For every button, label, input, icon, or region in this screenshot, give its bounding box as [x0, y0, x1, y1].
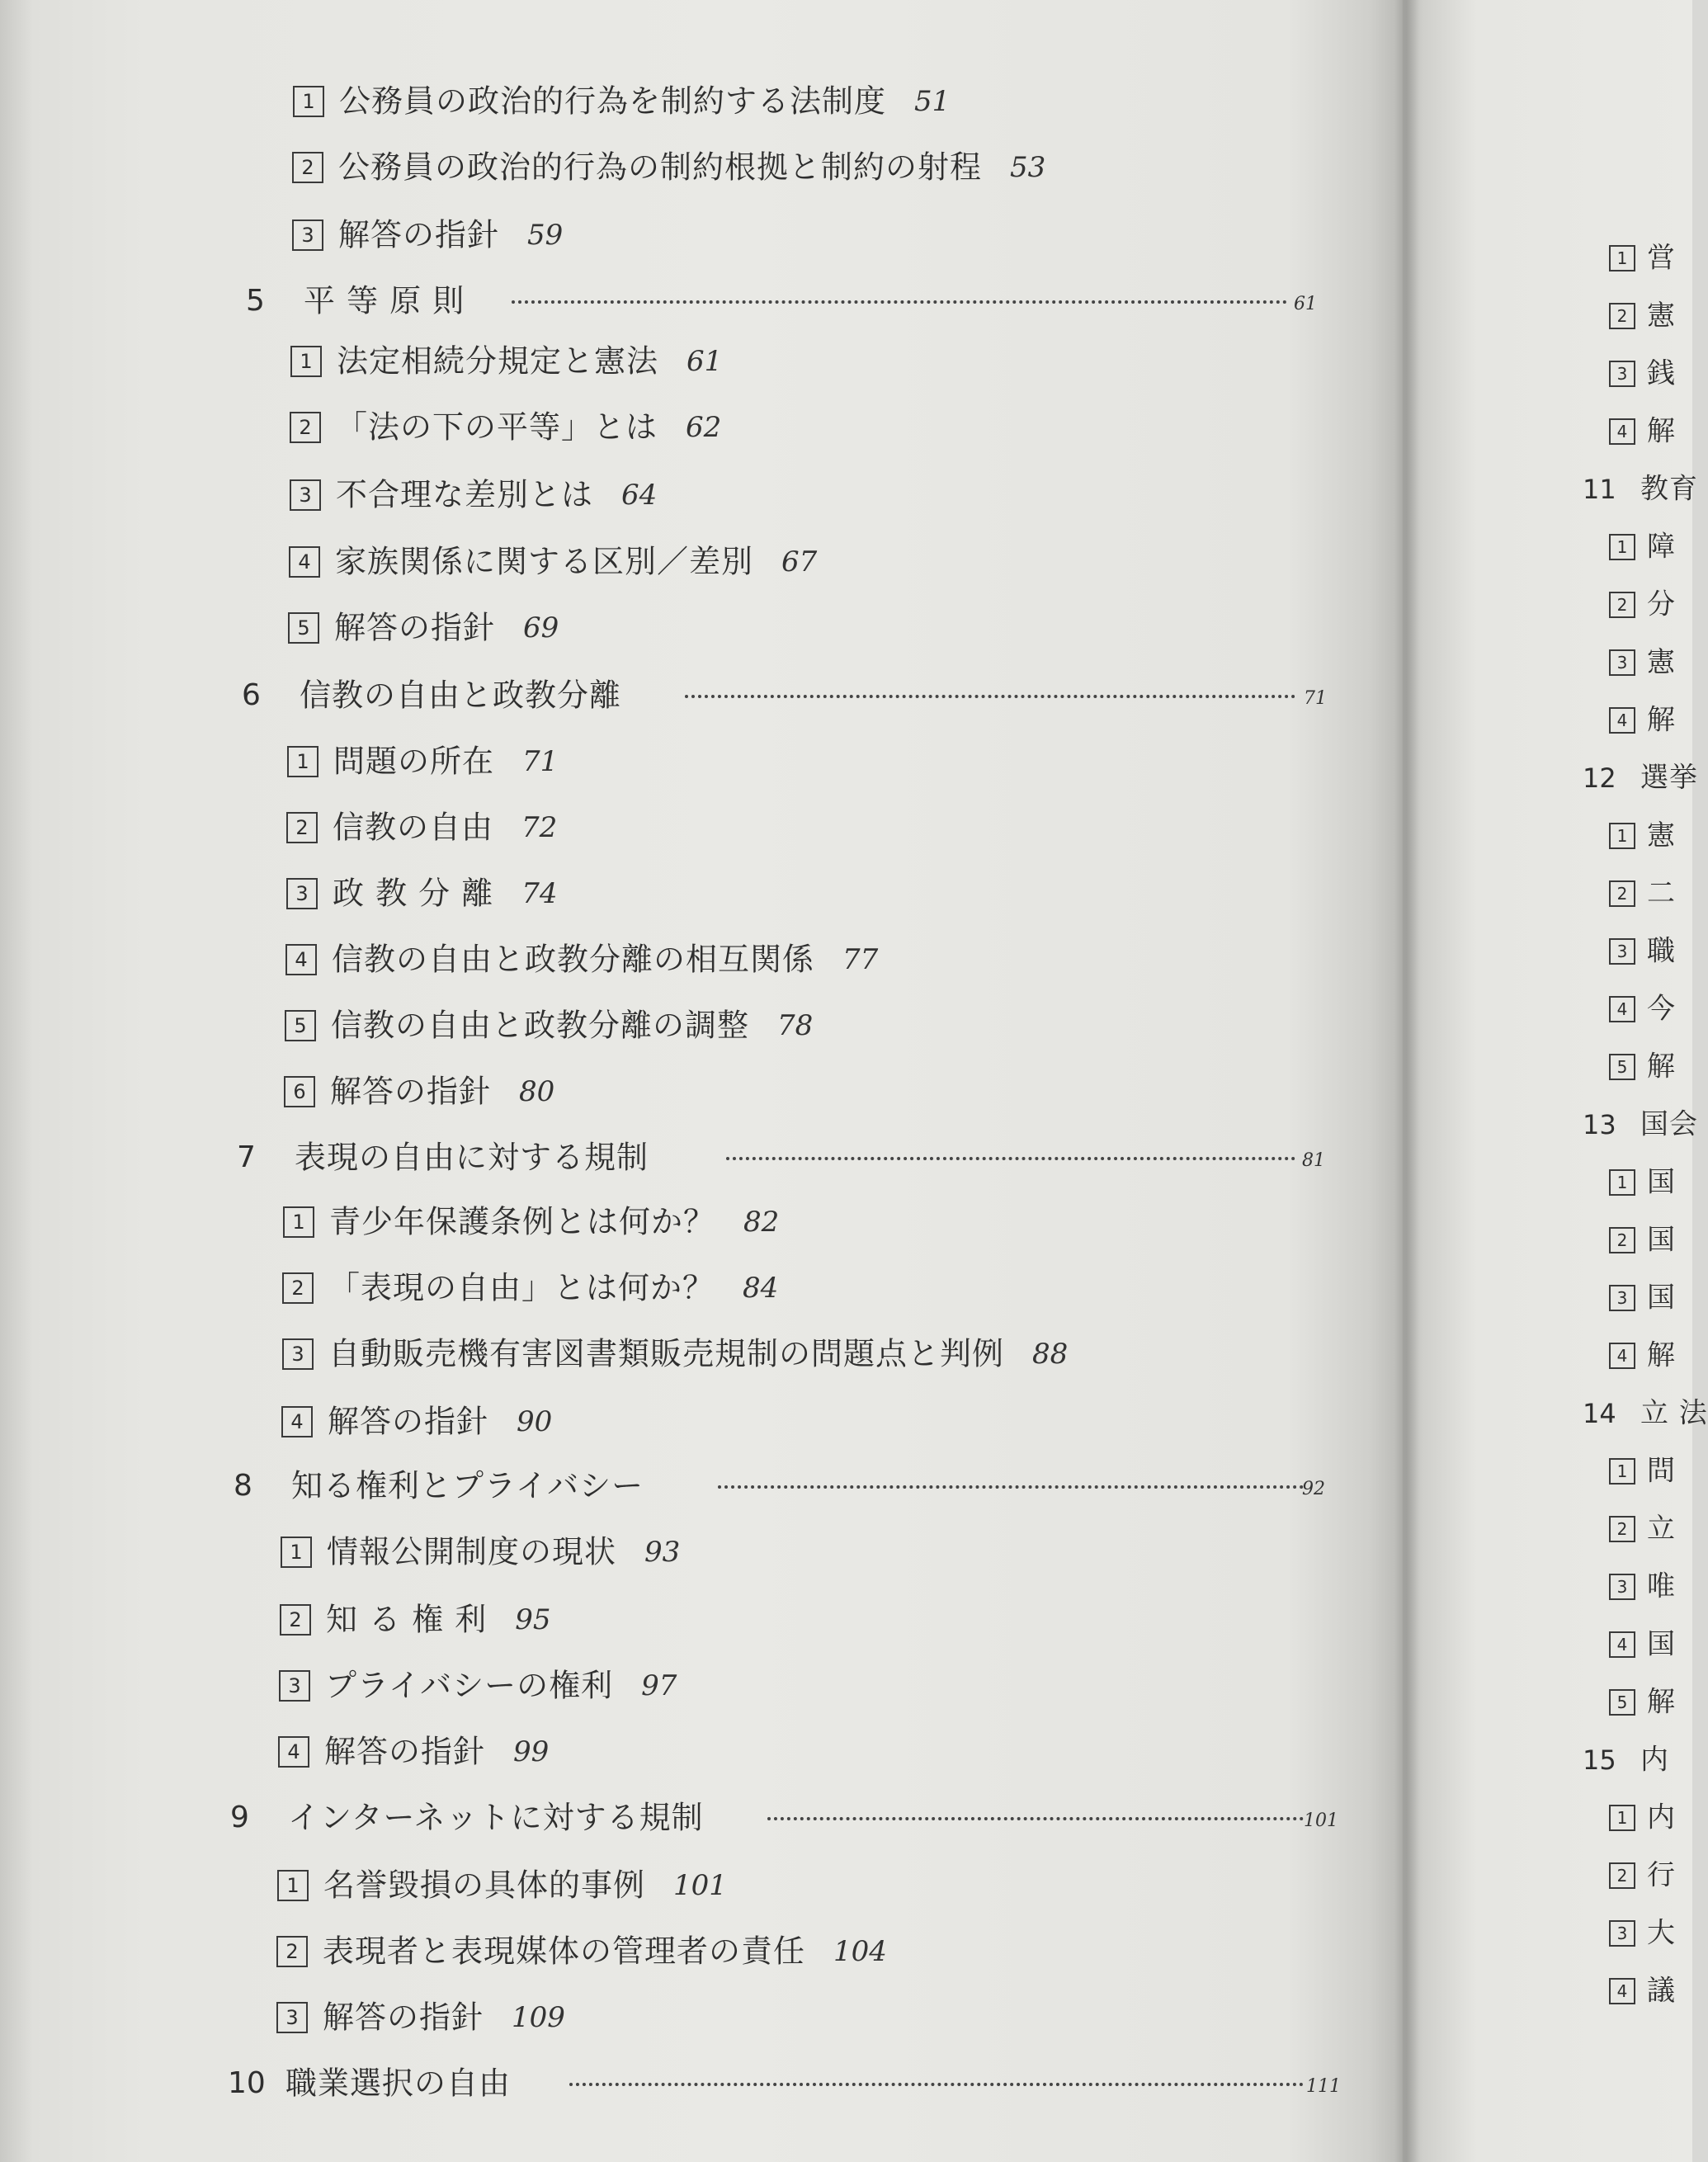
- toc-item-row: [285, 941, 879, 978]
- toc-item-row: [1609, 1857, 1676, 1890]
- toc-item-row: [1609, 644, 1676, 677]
- item-number-box: 2: [1609, 592, 1635, 618]
- chapter-title: 表現の自由に対する規制: [295, 1139, 649, 1176]
- item-page-number: 72: [521, 810, 558, 844]
- toc-item-row: [286, 809, 558, 846]
- item-title: 家族関係に関する区別／差別: [335, 543, 754, 580]
- item-number-box: 1: [1609, 245, 1635, 271]
- item-title: 憲: [1647, 299, 1676, 333]
- item-number-box: 1: [1609, 1805, 1635, 1831]
- item-title: 表現者と表現媒体の管理者の責任: [323, 1933, 806, 1970]
- item-title: 解: [1647, 1685, 1676, 1719]
- toc-item-row: [1609, 1568, 1676, 1601]
- toc-item-row: [287, 743, 559, 780]
- item-number-box: 2: [1609, 303, 1635, 329]
- item-page-number: 82: [743, 1205, 780, 1239]
- chapter-number: 6: [242, 677, 261, 712]
- item-number-box: 2: [1609, 1862, 1635, 1889]
- toc-item-row: [1609, 1972, 1676, 2008]
- item-page-number: 104: [833, 1934, 887, 1968]
- toc-item-row: [1609, 1164, 1676, 1197]
- toc-item-row: [283, 1203, 779, 1238]
- item-title: 解答の指針: [328, 1403, 489, 1440]
- toc-chapter-row: [237, 1139, 649, 1176]
- toc-item-row: [281, 1403, 553, 1440]
- item-title: 大: [1647, 1916, 1676, 1950]
- item-page-number: 62: [686, 410, 722, 444]
- toc-item-row: [1609, 990, 1676, 1026]
- item-title: 法定相続分規定と憲法: [337, 342, 659, 380]
- chapter-leader-dots: [726, 1157, 1295, 1160]
- chapter-number: 10: [228, 2065, 266, 2100]
- toc-item-row: [285, 1007, 814, 1044]
- toc-item-row: [1609, 413, 1676, 446]
- item-title: 自動販売機有害図書類販売規制の問題点と判例: [328, 1335, 1005, 1372]
- item-number-box: 5: [285, 1010, 316, 1041]
- item-title: 公務員の政治的行為の制約根拠と制約の射程: [338, 149, 983, 186]
- toc-item-row: [292, 149, 1046, 186]
- chapter-page-number: 111: [1306, 2076, 1341, 2097]
- toc-chapter-row: [234, 1467, 644, 1502]
- item-title: 「表現の自由」とは何か？: [328, 1269, 715, 1306]
- item-number-box: 1: [283, 1206, 314, 1238]
- item-title: 信教の自由: [333, 809, 494, 846]
- chapter-number: 12: [1583, 762, 1616, 794]
- item-title: 解: [1647, 1050, 1676, 1083]
- toc-item-row: [1609, 1452, 1676, 1488]
- toc-item-row: [1609, 586, 1676, 619]
- item-page-number: 80: [519, 1074, 555, 1108]
- item-page-number: 93: [644, 1535, 681, 1569]
- toc-item-row: [282, 1269, 778, 1304]
- item-number-box: 4: [1609, 418, 1635, 445]
- toc-item-row: [1609, 1914, 1676, 1950]
- toc-item-row: [290, 408, 722, 446]
- item-title: 憲: [1647, 645, 1676, 679]
- item-page-number: 99: [513, 1735, 550, 1768]
- item-title: 知 る 権 利: [326, 1601, 488, 1638]
- chapter-number: 7: [237, 1140, 256, 1174]
- item-title: 議: [1647, 1974, 1676, 2008]
- chapter-title: 信教の自由と政教分離: [300, 677, 622, 714]
- toc-item-row: [1609, 1279, 1676, 1315]
- chapter-page-number: 71: [1304, 688, 1327, 709]
- item-number-box: 2: [276, 1936, 308, 1967]
- item-title: 国: [1647, 1223, 1676, 1257]
- toc-item-row: [293, 83, 951, 120]
- chapter-number: 13: [1583, 1108, 1616, 1140]
- toc-item-row: [288, 609, 559, 644]
- item-title: プライバシーの権利: [325, 1667, 614, 1704]
- item-number-box: 3: [1609, 1920, 1635, 1947]
- toc-chapter-row: [230, 1799, 704, 1834]
- item-number-box: 2: [280, 1604, 311, 1636]
- item-title: 解: [1647, 1338, 1676, 1372]
- chapter-title: 平 等 原 則: [304, 282, 465, 319]
- item-title: 二: [1647, 876, 1676, 910]
- chapter-number: 5: [246, 283, 265, 318]
- item-title: 唯: [1647, 1570, 1676, 1603]
- right-page: [1403, 0, 1708, 2162]
- item-page-number: 69: [523, 611, 559, 644]
- toc-item-row: [1609, 297, 1676, 333]
- item-title: 解: [1647, 703, 1676, 737]
- chapter-title: 国会: [1640, 1107, 1698, 1141]
- item-title: 青少年保護条例とは何か？: [329, 1203, 716, 1240]
- item-number-box: 6: [284, 1076, 315, 1107]
- book-gutter: [1394, 0, 1419, 2162]
- item-number-box: 2: [282, 1272, 314, 1304]
- item-title: 行: [1647, 1858, 1676, 1892]
- toc-item-row: [1609, 1626, 1676, 1659]
- item-page-number: 109: [512, 2000, 565, 2034]
- item-title: 解答の指針: [324, 1733, 486, 1770]
- chapter-title: 知る権利とプライバシー: [291, 1467, 644, 1504]
- item-number-box: 3: [279, 1670, 310, 1702]
- item-page-number: 59: [527, 218, 564, 252]
- item-number-box: 4: [1609, 1631, 1635, 1658]
- toc-chapter-row: [1583, 1741, 1669, 1777]
- chapter-leader-dots: [685, 695, 1295, 698]
- toc-item-row: [282, 1335, 1068, 1370]
- item-title: 国: [1647, 1627, 1676, 1661]
- item-title: 国: [1647, 1165, 1676, 1199]
- toc-item-row: [290, 342, 723, 380]
- item-number-box: 3: [1609, 361, 1635, 387]
- toc-chapter-row: [228, 2065, 512, 2102]
- chapter-number: 9: [230, 1800, 249, 1834]
- chapter-page-number: 101: [1304, 1810, 1338, 1831]
- chapter-number: 8: [234, 1468, 252, 1503]
- item-page-number: 90: [517, 1404, 553, 1438]
- item-title: 解答の指針: [334, 609, 496, 646]
- toc-item-row: [286, 875, 558, 912]
- chapter-page-number: 81: [1302, 1150, 1325, 1171]
- item-page-number: 95: [515, 1603, 551, 1636]
- item-page-number: 78: [777, 1008, 814, 1042]
- item-page-number: 51: [914, 84, 951, 118]
- item-title: 国: [1647, 1281, 1676, 1315]
- item-number-box: 1: [1609, 534, 1635, 560]
- item-number-box: 5: [1609, 1054, 1635, 1080]
- toc-item-row: [1609, 817, 1676, 850]
- item-title: 信教の自由と政教分離の調整: [331, 1007, 750, 1044]
- toc-item-row: [1609, 1683, 1676, 1719]
- item-page-number: 84: [743, 1271, 779, 1305]
- item-number-box: 2: [286, 812, 318, 843]
- item-number-box: 1: [1609, 1169, 1635, 1196]
- toc-item-row: [290, 476, 657, 511]
- item-page-number: 71: [522, 744, 559, 778]
- toc-chapter-row: [1583, 1106, 1698, 1139]
- item-page-number: 64: [621, 478, 658, 512]
- toc-chapter-row: [1583, 1395, 1708, 1428]
- toc-item-row: [277, 1867, 727, 1904]
- item-title: 情報公開制度の現状: [327, 1533, 617, 1570]
- item-number-box: 4: [278, 1736, 309, 1768]
- toc-item-row: [279, 1667, 677, 1702]
- item-number-box: 1: [1609, 1458, 1635, 1485]
- toc-chapter-row: [1583, 759, 1698, 795]
- item-title: 不合理な差別とは: [336, 476, 594, 513]
- toc-item-row: [1609, 1510, 1676, 1546]
- chapter-title: 選挙: [1640, 761, 1698, 795]
- toc-item-row: [281, 1533, 680, 1568]
- item-number-box: 4: [1609, 1343, 1635, 1369]
- item-title: 問題の所在: [333, 743, 495, 780]
- toc-item-row: [276, 1999, 565, 2036]
- item-number-box: 4: [1609, 707, 1635, 734]
- item-number-box: 1: [277, 1870, 309, 1901]
- item-title: 名誉毀損の具体的事例: [323, 1867, 646, 1904]
- item-title: 銭: [1647, 356, 1676, 390]
- item-title: 「法の下の平等」とは: [336, 408, 658, 446]
- item-number-box: 2: [1609, 1516, 1635, 1542]
- item-page-number: 67: [781, 545, 818, 578]
- item-number-box: 3: [286, 878, 318, 909]
- item-number-box: 4: [1609, 996, 1635, 1022]
- toc-item-row: [1609, 239, 1676, 275]
- toc-item-row: [1609, 701, 1676, 737]
- chapter-leader-dots: [569, 2083, 1304, 2086]
- toc-item-row: [1609, 1799, 1676, 1832]
- item-number-box: 1: [1609, 823, 1635, 849]
- toc-item-row: [1609, 1048, 1676, 1081]
- item-title: 問: [1647, 1454, 1676, 1488]
- toc-item-row: [280, 1601, 551, 1636]
- chapter-title: 教育: [1640, 472, 1698, 506]
- item-number-box: 2: [1609, 880, 1635, 907]
- item-page-number: 88: [1032, 1337, 1069, 1371]
- item-number-box: 3: [292, 220, 323, 251]
- item-title: 解: [1647, 414, 1676, 448]
- item-number-box: 1: [287, 746, 318, 777]
- item-title: 今: [1647, 992, 1676, 1026]
- item-title: 分: [1647, 588, 1676, 621]
- chapter-title: 内: [1640, 1743, 1669, 1777]
- toc-item-row: [1609, 1337, 1676, 1370]
- item-number-box: 2: [292, 152, 323, 183]
- chapter-number: 11: [1583, 473, 1616, 505]
- chapter-page-number: 92: [1302, 1479, 1325, 1499]
- item-number-box: 5: [288, 612, 319, 644]
- toc-item-row: [289, 543, 817, 578]
- item-title: 公務員の政治的行為を制約する法制度: [339, 83, 887, 120]
- item-title: 営: [1647, 241, 1676, 275]
- chapter-leader-dots: [512, 300, 1287, 304]
- chapter-leader-dots: [718, 1485, 1304, 1489]
- item-page-number: 74: [521, 876, 558, 910]
- item-page-number: 101: [673, 1868, 727, 1902]
- item-title: 信教の自由と政教分離の相互関係: [332, 941, 815, 978]
- item-number-box: 1: [281, 1537, 312, 1568]
- item-title: 憲: [1647, 819, 1676, 852]
- item-title: 障: [1647, 530, 1676, 564]
- item-title: 解答の指針: [323, 1999, 484, 2036]
- item-number-box: 1: [290, 346, 322, 377]
- item-number-box: 3: [282, 1338, 314, 1370]
- item-number-box: 3: [1609, 938, 1635, 965]
- item-number-box: 3: [1609, 649, 1635, 676]
- toc-item-row: [278, 1733, 549, 1768]
- item-title: 内: [1647, 1801, 1676, 1834]
- toc-item-row: [1609, 875, 1676, 908]
- item-page-number: 53: [1010, 150, 1046, 184]
- toc-chapter-row: [246, 282, 465, 317]
- item-number-box: 4: [289, 546, 320, 578]
- item-number-box: 2: [1609, 1227, 1635, 1253]
- chapter-page-number: 61: [1294, 294, 1317, 314]
- item-title: 解答の指針: [330, 1073, 492, 1110]
- toc-item-row: [1609, 932, 1676, 968]
- toc-item-row: [292, 216, 563, 251]
- toc-item-row: [1609, 528, 1676, 564]
- chapter-title: インターネットに対する規制: [288, 1799, 704, 1836]
- item-number-box: 3: [1609, 1285, 1635, 1311]
- item-number-box: 3: [290, 479, 321, 511]
- item-page-number: 97: [641, 1669, 677, 1702]
- item-number-box: 4: [285, 944, 317, 975]
- toc-item-row: [276, 1933, 887, 1970]
- item-number-box: 3: [1609, 1574, 1635, 1600]
- item-number-box: 4: [1609, 1978, 1635, 2004]
- chapter-leader-dots: [767, 1817, 1304, 1820]
- item-title: 職: [1647, 934, 1676, 968]
- item-title: 政 教 分 離: [333, 875, 494, 912]
- toc-item-row: [284, 1073, 555, 1110]
- item-number-box: 2: [290, 412, 321, 443]
- item-page-number: 77: [842, 942, 879, 976]
- chapter-title: 職業選択の自由: [285, 2065, 512, 2102]
- item-number-box: 3: [276, 2002, 308, 2033]
- chapter-number: 14: [1583, 1397, 1616, 1429]
- item-title: 解答の指針: [338, 216, 500, 253]
- chapter-title: 立 法: [1640, 1396, 1708, 1430]
- item-number-box: 1: [293, 86, 324, 117]
- item-title: 立: [1647, 1512, 1676, 1546]
- chapter-number: 15: [1583, 1744, 1616, 1776]
- toc-chapter-row: [242, 677, 622, 714]
- item-number-box: 4: [281, 1406, 313, 1437]
- toc-item-row: [1609, 355, 1676, 388]
- item-page-number: 61: [687, 344, 723, 378]
- toc-item-row: [1609, 1221, 1676, 1257]
- toc-chapter-row: [1583, 470, 1698, 506]
- item-number-box: 5: [1609, 1689, 1635, 1716]
